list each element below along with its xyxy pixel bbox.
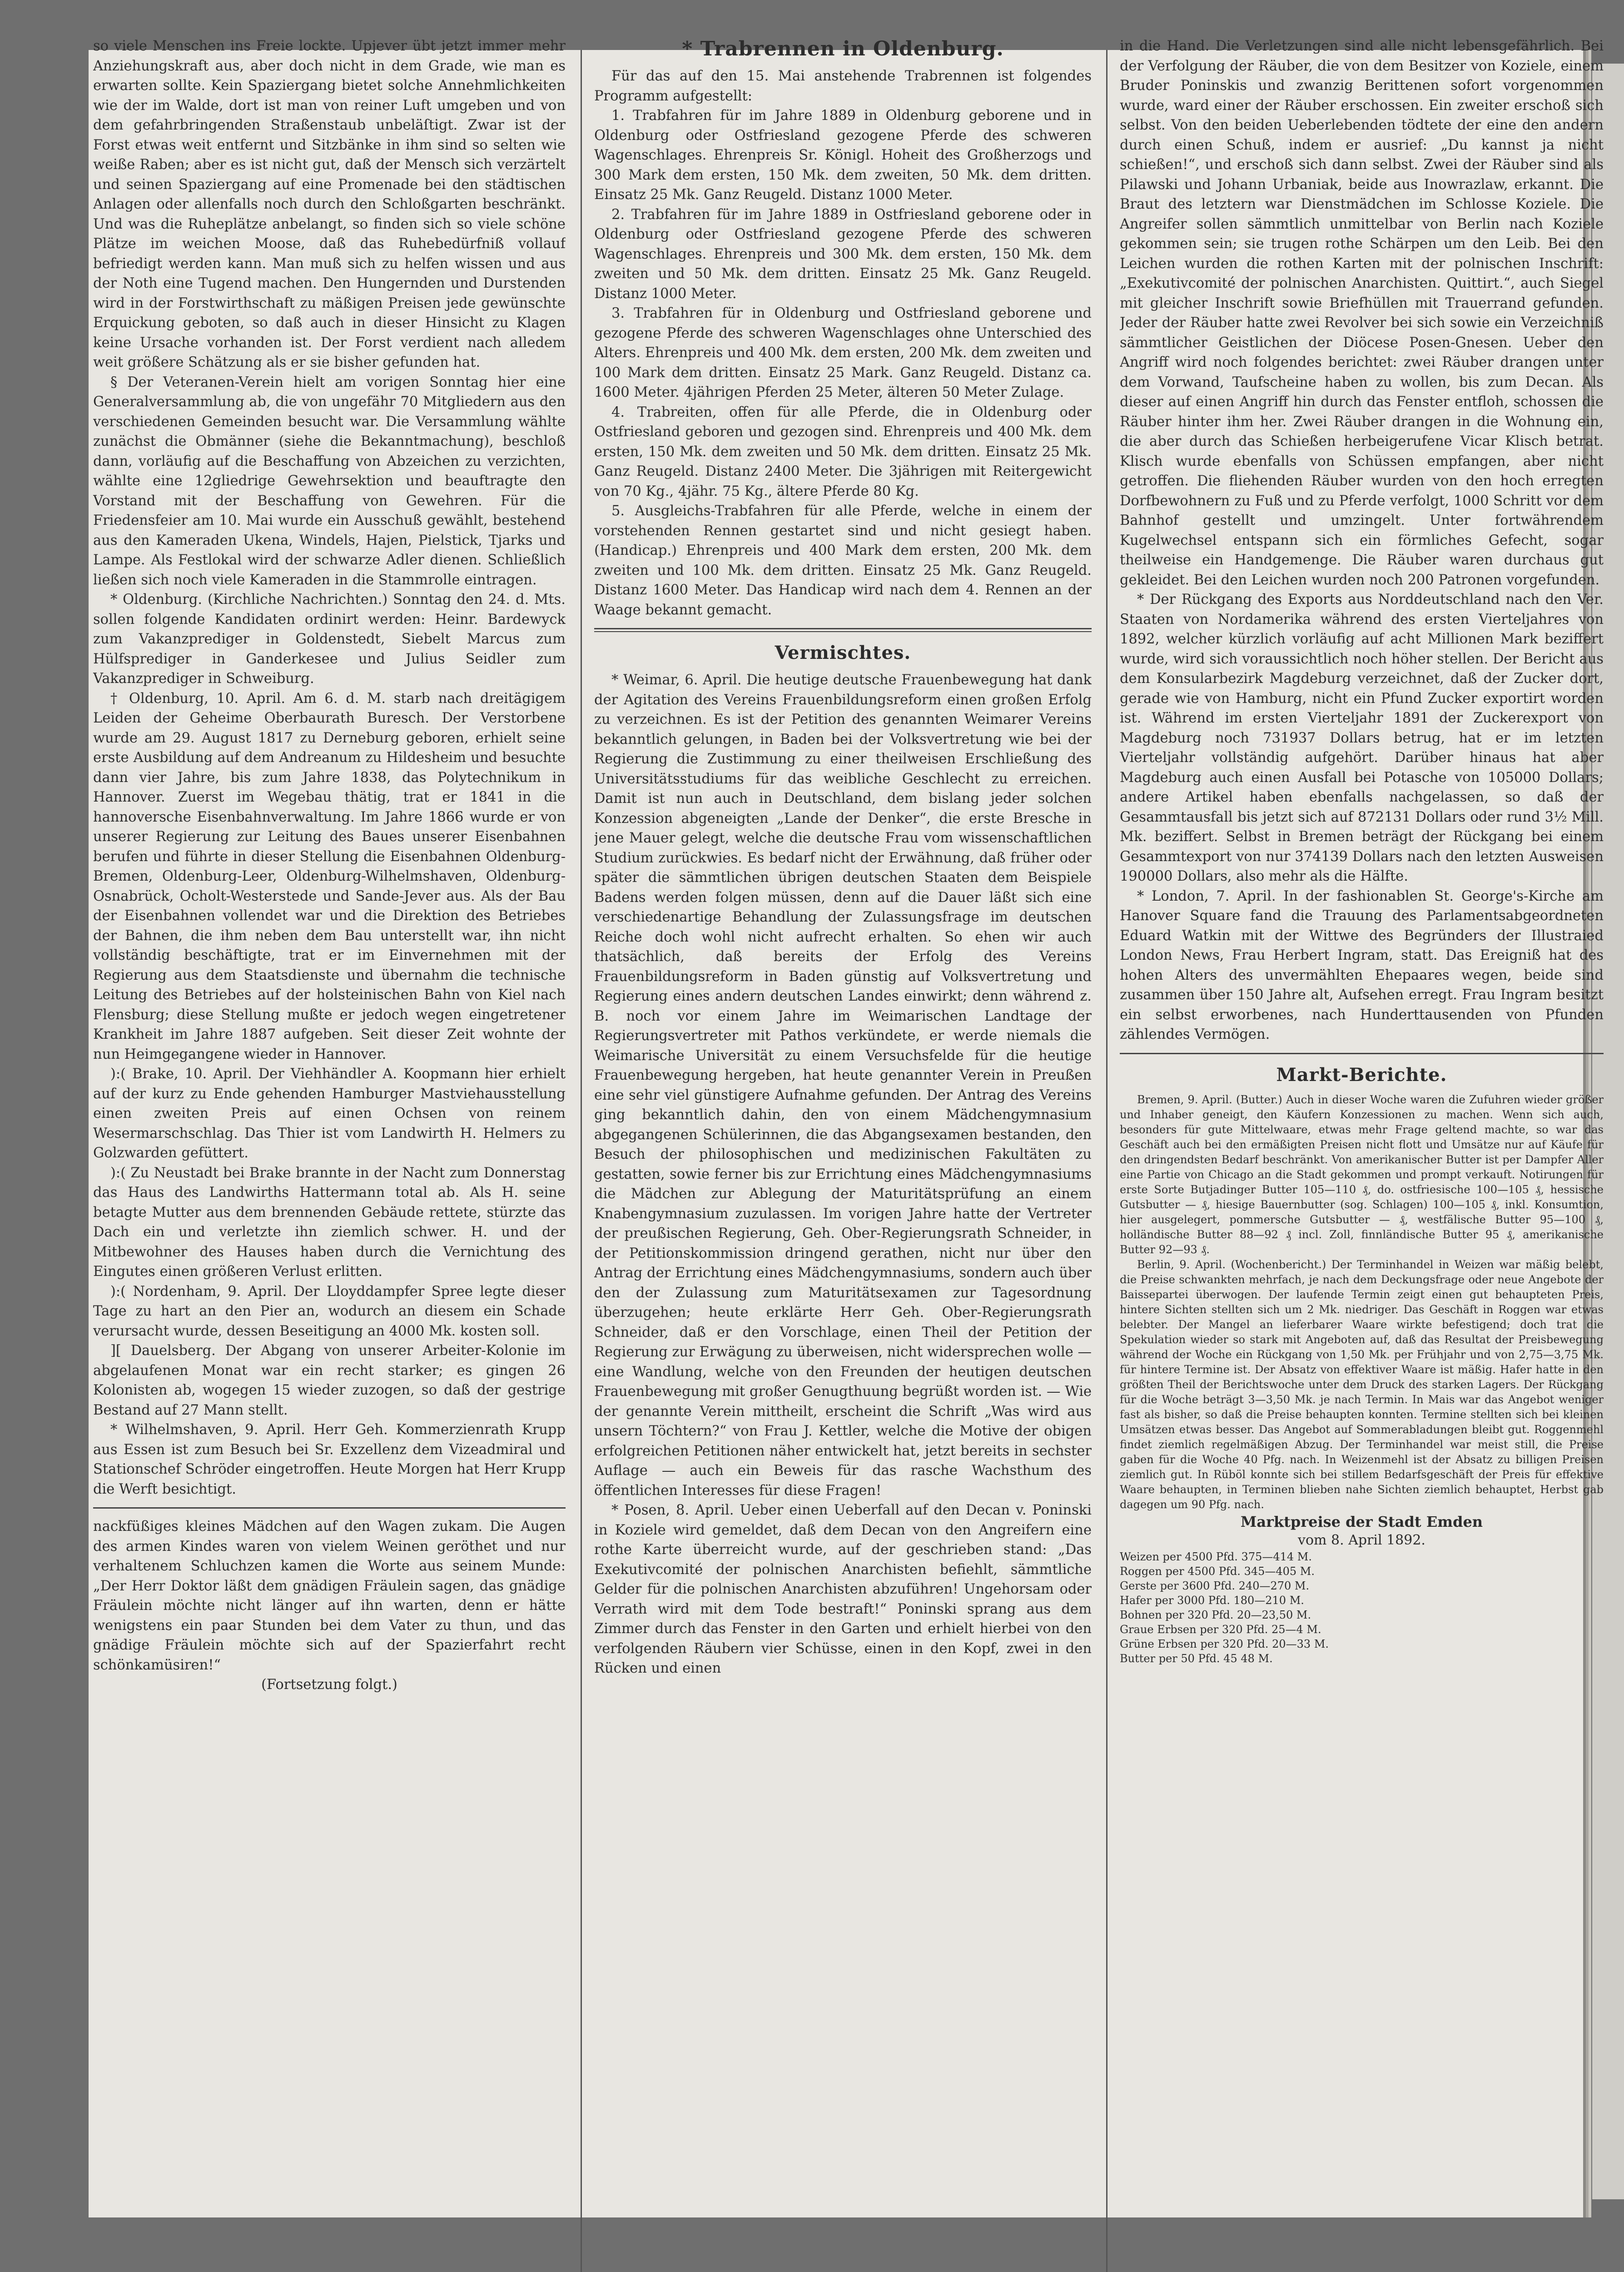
section-rule <box>594 628 1092 632</box>
article-paragraph: * Wilhelmshaven, 9. April. Herr Geh. Kommerzienrath Krupp aus Essen ist zum Besuch bei Sr. Exzellenz dem Vizeadmiral und Stationschef Schröder eingetroffen. Heute Morgen hat Herr Krupp die Werft besichtigt. <box>93 1422 566 1497</box>
market-report: Berlin, 9. April. (Wochenbericht.) Der Terminhandel in Weizen war mäßig belebt, die Preise schwankten mehrfach, je nach dem Deckungsfrage oder neue Angebote der Baissepartei überwogen. Der laufende Termin zeigt einen gut behaupteten Preis, hintere Sichten stellten sich um 2 Mk. niedriger. Das Geschäft in Roggen war etwas belebter. Der Mangel an lieferbarer Waare wirkte befestigend; doch trat die Spekulation wieder so stark mit Angeboten auf, daß das Resultat der Preisbewegung während der Woche ein Rückgang von 1,50 Mk. per Frühjahr und von 2,75—3,75 Mk. für hintere Termine ist. Der Absatz von effektiver Waare ist mäßig. Hafer hatte in den größten Theil der Berichtswoche unter dem Druck des starken Lagers. Der Rückgang für die Woche beträgt 3—3,50 Mk. je nach Termin. In Mais war das Angebot weniger fast als bisher, so daß die Preise behaupten konnten. Termine stellten sich bei kleinen Umsätzen etwas besser. Das Angebot auf Sommerabladungen bleibt gut. Roggenmehl findet ziemlich regelmäßigen Abzug. Der Terminhandel war meist still, die Preise gaben für die Woche 40 Pfg. nach. In Weizenmehl ist der Absatz zu billigen Preisen ziemlich gut. In Rüböl konnte sich bei stillem Bedarfsgeschäft der Preis für effektive Waare behaupten, in Terminen blieben nahe Sichten ziemlich behauptet, Herbst gab dagegen um 90 Pfg. nach. <box>1120 1258 1604 1511</box>
article-paragraph: so viele Menschen ins Freie lockte. Upjever übt jetzt immer mehr Anziehungskraft aus, aber doch nicht in dem Grade, wie man es erwarten sollte. Kein Spaziergang bietet solche Annehmlichkeiten wie der im Walde, dort ist man von reiner Luft umgeben und von dem gefahrbringenden Straßenstaub unbeläſtigt. Zwar ist der Forst etwas weit entfernt und Sitzbänke in ihm sind so selten wie weiße Raben; aber es ist nicht gut, daß der Mensch sich verzärtelt und seinen Spaziergang auf eine Promenade bei den städtischen Anlagen oder allenfalls noch durch den Schloßgarten beschränkt. Und was die Ruheplätze anbelangt, so finden sich so viele schöne Plätze im weichen Moose, daß das Ruhebedürfniß vollauf befriedigt werden kann. Man muß sich zu helfen wissen und aus der Noth eine Tugend machen. Den Hungernden und Durstenden wird in der Forstwirthschaft zu mäßigen Preisen jede gewünschte Erquickung geboten, so daß auch in dieser Hinsicht zu Klagen keine Ursache vorhanden ist. Der Forst verdient nach alledem weit größere Schätzung als er sie bisher gefunden hat. <box>93 38 566 370</box>
price-row: Butter per 50 Pfd. 45 48 M. <box>1120 1652 1273 1665</box>
section-rule <box>93 1507 566 1509</box>
article-paragraph: ):( Brake, 10. April. Der Viehhändler A. Koopmann hier erhielt auf der kurz zu Ende gehenden Hamburger Mastviehausstellung einen zweiten Preis auf einen Ochsen von reinem Wesermarschschlag. Das Thier ist vom Landwirth H. Helmers zu Golzwarden gefüttert. <box>93 1066 566 1161</box>
article-paragraph: ][ Dauelsberg. Der Abgang von unserer Arbeiter-Kolonie im abgelaufenen Monat war ein recht starker; es gingen 26 Kolonisten ab, wogegen 15 wieder zuzogen, so daß der gestrige Bestand auf 27 Mann stellt. <box>93 1343 566 1418</box>
column-1 <box>93 36 566 2272</box>
article-paragraph: ):( Zu Neustadt bei Brake brannte in der Nacht zum Donnerstag das Haus des Landwirths Hattermann total ab. Als H. seine betagte Mutter aus dem brennenden Gebäude rettete, stürzte das Dach ein und verletzte ihn ziemlich schwer. H. und der Mitbewohner des Hauses haben durch die Vernichtung des Eingutes einen größeren Verlust erlitten. <box>93 1165 566 1280</box>
continuation-note: (Fortsetzung folgt.) <box>261 1677 397 1693</box>
section-rule <box>1120 1053 1604 1054</box>
article-paragraph: 2. Trabfahren für im Jahre 1889 in Ostfriesland geborene oder in Oldenburg oder Ostfriesland gezogene Pferde des schweren Wagenschlages. Ehrenpreis und 300 Mk. dem ersten, 150 Mk. dem zweiten und 50 Mk. dem dritten. Einsatz 25 Mk. Ganz Reugeld. Distanz 1000 Meter. <box>594 206 1092 302</box>
column-2 <box>594 36 1092 2272</box>
section-heading: Markt-Berichte. <box>1276 1064 1447 1086</box>
article-paragraph: in die Hand. Die Verletzungen sind alle nicht lebensgefährlich. Bei der Verfolgung der Räuber, die von dem Besitzer von Koziele, einem Bruder Poninskis und zwanzig Berittenen sofort vorgenommen wurde, ward einer der Räuber erschossen. Ein zweiter erschoß sich selbst. Von den beiden Ueberlebenden tödtete der eine den andern durch einen Schuß, indem er ausrief: „Du kannst ja nicht schießen!“, und erschoß sich dann selbst. Zwei der Räuber sind als Pilawski und Johann Urbaniak, beide aus Inowrazlaw, erkannt. Die Braut des letztern war Dienstmädchen im Schlosse Koziele. Die Angreifer sollen sämmtlich unmittelbar von Berlin nach Koziele gekommen sein; sie trugen rothe Schärpen um den Leib. Bei den Leichen wurden die rothen Karten mit der polnischen Inschrift: „Exekutivcomité der polnischen Anarchisten. Quittirt.“, auch Siegel mit gleicher Inschrift sowie Briefhüllen mit Trauerrand gefunden. Jeder der Räuber hatte zwei Revolver bei sich sowie ein Verzeichniß sämmtlicher Geistlichen der Diöcese Posen-Gnesen. Ueber den Angriff wird noch folgendes berichtet: zwei Räuber drangen unter dem Vorwand, Taufscheine haben zu wollen, bis zum Decan. Als dieser auf einen Angriff hin durch das Fenster entfloh, schossen die Räuber hinter ihm her. Zwei Räuber drangen in die Wohnung ein, die aber durch das Schießen herbeigerufene Vicar Klisch betrat. Klisch wurde ebenfalls von Schüssen empfangen, aber nicht getroffen. Die fliehenden Räuber wurden von den hoch erregten Dorfbewohnern zu Fuß und zu Pferde verfolgt, 1000 Schritt vor dem Bahnhof gestellt und umzingelt. Unter fortwährendem Kugelwechsel entspann sich ein förmliches Gefecht, sogar theilweise ein Handgemenge. Die Räuber waren durchaus gut gekleidet. Bei den Leichen wurden noch 200 Patronen vorgefunden. <box>1120 38 1604 588</box>
section-heading: Vermischtes. <box>775 642 911 663</box>
price-row: Roggen per 4500 Pfd. 345—405 M. <box>1120 1564 1315 1578</box>
article-paragraph: § Der Veteranen-Verein hielt am vorigen Sonntag hier eine Generalversammlung ab, die von ungefähr 70 Mitgliedern aus den verschiedenen Gemeinden besucht war. Die Versammlung wählte zunächst die Obmänner (siehe die Bekanntmachung), beschloß dann, vorläufig auf die Beschaffung von Abzeichen zu verzichten, wählte eine 12gliedrige Gewehrsektion und beauftragte den Vorstand mit der Beschaffung von Gewehren. Für die Friedensfeier am 10. Mai wurde ein Ausschuß gewählt, bestehend aus den Kameraden Ukena, Windels, Hajen, Pielstick, Tjarks und Lampe. Als Festlokal wird der schwarze Adler dienen. Schließlich ließen sich noch viele Kameraden in die Stammrolle eintragen. <box>93 374 566 588</box>
article-paragraph: * Posen, 8. April. Ueber einen Ueberfall auf den Decan v. Poninski in Koziele wird gemeldet, daß dem Decan von den Angreifern eine rothe Karte überreicht wurde, auf der geschrieben stand: „Das Exekutivcomité der polnischen Anarchisten befiehlt, sämmtliche Gelder für die polnischen Anarchisten abzuführen! Ungehorsam oder Verrath wird mit dem Tode bestraft!“ Poninski sprang aus dem Zimmer durch das Fenster in den Garten und erhielt hierbei von den verfolgenden Räubern vier Schüsse, einen in den Kopf, zwei in den Rücken und einen <box>594 1502 1092 1676</box>
article-paragraph: 4. Trabreiten, offen für alle Pferde, die in Oldenburg oder Ostfriesland geboren und gezogen sind. Ehrenpreis und 400 Mk. dem ersten, 150 Mk. dem zweiten und 50 Mk. dem dritten. Einsatz 25 Mk. Ganz Reugeld. Distanz 2400 Meter. Die 3jährigen mit Reitergewicht von 70 Kg., 4jähr. 75 Kg., ältere Pferde 80 Kg. <box>594 404 1092 499</box>
price-row: Gerste per 3600 Pfd. 240—270 M. <box>1120 1579 1310 1592</box>
feuilleton-text: nackfüßiges kleines Mädchen auf den Wagen zukam. Die Augen des armen Kindes waren von vielem Weinen geröthet und nur verhaltenem Schluchzen kamen die Worte aus seinem Munde: „Der Herr Doktor läßt dem gnädigen Fräulein sagen, das gnädige Fräulein möchte nicht länger auf ihn warten, denn er hätte wenigstens ein paar Stunden bei dem Vater zu thun, und das gnädige Fräulein möchte sich auf der Spazierfahrt recht schönkamüsiren!“ <box>93 1519 566 1673</box>
article-paragraph: * Der Rückgang des Exports aus Norddeutschland nach den Ver. Staaten von Nordamerika während des ersten Vierteljahres von 1892, welcher kürzlich vorläufig auf acht Millionen Mark beziffert wurde, wird sich voraussichtlich noch höher stellen. Der Bericht aus dem Konsularbezirk Magdeburg verzeichnet, daß der Zucker dort, gerade wie von Hamburg, nicht ein Pfund Zucker exportirt worden ist. Während im ersten Vierteljahr 1891 der Zuckerexport von Magdeburg noch 731937 Dollars betrug, hat er im letzten Vierteljahr vollständig aufgehört. Darüber hinaus hat aber Magdeburg auch einen Ausfall bei Potasche von 105000 Dollars; andere Artikel haben ebenfalls nachgelassen, so daß der Gesammtausfall bis jetzt sich auf 872131 Dollars oder rund 3½ Mill. Mk. beziffert. Selbst in Bremen beträgt der Rückgang bei einem Gesammtexport von nur 374139 Dollars nach den letzten Ausweisen 190000 Dollars, also mehr als die Hälfte. <box>1120 592 1604 884</box>
market-report: Bremen, 9. April. (Butter.) Auch in dieser Woche waren die Zufuhren wieder größer und Inhaber geneigt, den Käufern Konzessionen zu machen. Wenn sich auch, besonders für gute Mittelwaare, etwas mehr Frage geltend machte, so war das Geschäft auch bei den ermäßigten Preisen nicht flott und Umsätze nur auf Käufe für den dringendsten Bedarf beschränkt. Von amerikanischer Butter ist per Dampfer Aller eine Partie von Chicago an die Stadt gekommen und prompt verkauft. Notirungen für erste Sorte Butjadinger Butter 105—110 ₰, do. ostfriesische 100—105 ₰, hessische Gutsbutter — ₰, hiesige Bauernbutter (sog. Schlagen) 100—105 ₰, inkl. Konsumtion, hier ausgelegert, pommersche Gutsbutter — ₰, westfälische Butter 95—100 ₰, holländische Butter 88—92 ₰ incl. Zoll, finnländische Butter 95 ₰, amerikanische Butter 92—93 ₰. <box>1120 1093 1604 1256</box>
price-row: Graue Erbsen per 320 Pfd. 25—4 M. <box>1120 1623 1321 1636</box>
article-paragraph: † Oldenburg, 10. April. Am 6. d. M. starb nach dreitägigem Leiden der Geheime Oberbaurath Buresch. Der Verstorbene wurde am 29. August 1817 zu Derneburg geboren, erhielt seine erste Ausbildung auf dem Andreanum zu Hildesheim und besuchte dann vier Jahre, bis zum Jahre 1838, das Polytechnikum in Hannover. Zuerst im Wegebau thätig, trat er 1841 in die hannoversche Eisenbahnverwaltung. Im Jahre 1866 wurde er von unserer Regierung zur Leitung des Baues unserer Eisenbahnen berufen und führte in dieser Stellung die Eisenbahnen Oldenburg-Bremen, Oldenburg-Leer, Oldenburg-Wilhelmshaven, Oldenburg-Osnabrück, Ocholt-Westerstede und Sande-Jever aus. Als der Bau der Eisenbahnen vollendet war und die Direktion des Betriebes der Bahnen, die ihm neben dem Bau unterstellt war, ihn nicht vollständig beschäftigte, trat er im Einvernehmen mit der Regierung aus dem Staatsdienste und übernahm die technische Leitung des Betriebes auf der holsteinischen Bahn von Kiel nach Flensburg; diese Stellung mußte er jedoch wegen eingetretener Krankheit im Jahre 1887 aufgeben. Seit dieser Zeit wohnte der nun Heimgegangene wieder in Hannover. <box>93 690 566 1062</box>
price-row: Bohnen per 320 Pfd. 20—23,50 M. <box>1120 1608 1311 1621</box>
article-heading: * Trabrennen in Oldenburg. <box>682 37 1004 60</box>
column-divider <box>581 50 582 2272</box>
price-row: Hafer per 3000 Pfd. 180—210 M. <box>1120 1594 1304 1607</box>
price-row: Weizen per 4500 Pfd. 375—414 M. <box>1120 1550 1312 1563</box>
article-paragraph: 3. Trabfahren für in Oldenburg und Ostfriesland geborene und gezogene Pferde des schweren Wagenschlages ohne Unterschied des Alters. Ehrenpreis und 400 Mk. dem ersten, 200 Mk. dem zweiten und 100 Mark dem dritten. Einsatz 25 Mark. Ganz Reugeld. Distanz ca. 1600 Meter. 4jährigen Pferden 25 Meter, älteren 50 Meter Zulage. <box>594 305 1092 400</box>
article-paragraph: 5. Ausgleichs-Trabfahren für alle Pferde, welche in einem der vorstehenden Rennen gestartet sind und nicht gesiegt haben. (Handicap.) Ehrenpreis und 400 Mark dem ersten, 200 Mk. dem zweiten und 100 Mk. dem dritten. Einsatz 25 Mk. Ganz Reugeld. Distanz 1600 Meter. Das Handicap wird nach dem 4. Rennen an der Waage bekannt gemacht. <box>594 503 1092 618</box>
article-paragraph: Für das auf den 15. Mai anstehende Trabrennen ist folgendes Programm aufgestellt: <box>594 68 1092 104</box>
column-divider <box>1106 50 1107 2272</box>
price-table-title: Marktpreise der Stadt Emden <box>1240 1513 1483 1530</box>
article-paragraph: ):( Nordenham, 9. April. Der Lloyddampfer Spree legte dieser Tage zu hart an den Pier an, wodurch an diesem ein Schade verursacht wurde, dessen Beseitigung an 4000 Mk. kosten soll. <box>93 1283 566 1339</box>
article-paragraph: * London, 7. April. In der fashionablen St. George's-Kirche am Hanover Square fand die Trauung des Parlamentsabgeordneten Eduard Watkin mit der Wittwe des Begründers der Illustraied London News, Frau Herbert Ingram, statt. Das Ereigniß hat des hohen Alters des unvermählten Ehepaares wegen, beide sind zusammen über 150 Jahre alt, Aufsehen erregt. Frau Ingram besitzt ein selbst erworbenes, nach Hunderttausenden von Pfunden zählendes Vermögen. <box>1120 888 1604 1042</box>
price-row: Grüne Erbsen per 320 Pfd. 20—33 M. <box>1120 1637 1329 1650</box>
article-paragraph: * Oldenburg. (Kirchliche Nachrichten.) Sonntag den 24. d. Mts. sollen folgende Kandidaten ordinirt werden: Heinr. Bardewyck zum Vakanzprediger in Goldenstedt, Siebelt Marcus zum Hülfsprediger in Ganderkesee und Julius Seidler zum Vakanzprediger in Schweiburg. <box>93 592 566 687</box>
article-paragraph: 1. Trabfahren für im Jahre 1889 in Oldenburg geborene und in Oldenburg oder Ostfriesland gezogene Pferde des schweren Wagenschlages. Ehrenpreis Sr. Königl. Hoheit des Großherzogs und 300 Mark dem ersten, 150 Mk. dem zweiten, 50 Mk. dem dritten. Einsatz 25 Mk. Ganz Reugeld. Distanz 1000 Meter. <box>594 108 1092 203</box>
article-paragraph: * Weimar, 6. April. Die heutige deutsche Frauenbewegung hat dank der Agitation des Vereins Frauenbildungsreform einen großen Erfolg zu verzeichnen. Es ist der Petition des genannten Weimarer Vereins bekanntlich gelungen, in Baden bei der Volksvertretung wie bei der Regierung die Zustimmung zu einer theilweisen Erschließung des Universitätsstudiums für das weibliche Geschlecht zu erreichen. Damit ist nun auch in Deutschland, dem bislang jeder solchen Konzession abgeneigten „Lande der Denker“, die erste Bresche in jene Mauer gelegt, welche die deutsche Frau vom wissenschaftlichen Studium zurückwies. Es bedarf nicht der Erwähnung, daß früher oder später die sämmtlichen übrigen deutschen Staaten dem Beispiele Badens werden folgen müssen, denn auf die Dauer läßt sich eine verschiedenartige Behandlung der Zulassungsfrage im deutschen Reiche doch wohl nicht aufrecht erhalten. So ehen wir auch thatsächlich, daß bereits der Erfolg des Vereins Frauenbildungsreform in Baden günstig auf Volksvertretung und Regierung eines andern deutschen Landes einwirkt; denn während z. B. noch vor einem Jahre im Weimarischen Landtage der Regierungsvertreter mit Pathos verkündete, er werde niemals die Weimarische Universität zu einem Versuchsfelde für die heutige Frauenbewegung hergeben, hat heute genannter Verein in Preußen eine sehr viel günstigere Aufnahme gefunden. Der Antrag des Vereins ging bekanntlich dahin, den von einem Mädchengymnasium abgegangenen Schülerinnen, die das Abgangsexamen bestanden, den Besuch der philosophischen und medizinischen Fakultäten zu gestatten, sowie ferner bis zur Errichtung eines Mädchengymnasiums die Mädchen zur Ablegung der Maturitätsprüfung an einem Knabengymnasium zuzulassen. Im vorigen Jahre hatte der Vertreter der preußischen Regierung, Geh. Ober-Regierungsrath Schneider, in der Petitionskommission dringend gerathen, nicht nur über den Antrag der Errichtung eines Mädchengymnasiums, sondern auch über den der Zulassung zum Maturitätsexamen zur Tagesordnung überzugehen; heute erklärte Herr Geh. Ober-Regierungsrath Schneider, daß er den Vorschlage, einen Theil der Petition der Regierung zur Erwägung zu überweisen, nicht widersprechen wolle — eine Wandlung, welche von den Freunden der heutigen deutschen Frauenbewegung mit großer Genugthuung begrüßt worden ist. — Wie der genannte Verein mittheilt, erscheint die Schrift „Was wird aus unsern Töchtern?“ von Frau J. Kettler, welche die Motive der obigen erfolgreichen Petitionen näher entwickelt hat, jetzt bereits in sechster Auflage — auch ein Beweis für das rasche Wachsthum des öffentlichen Interesses für diese Fragen! <box>594 672 1092 1499</box>
column-3 <box>1120 36 1604 2272</box>
price-table-date: vom 8. April 1892. <box>1298 1532 1425 1548</box>
